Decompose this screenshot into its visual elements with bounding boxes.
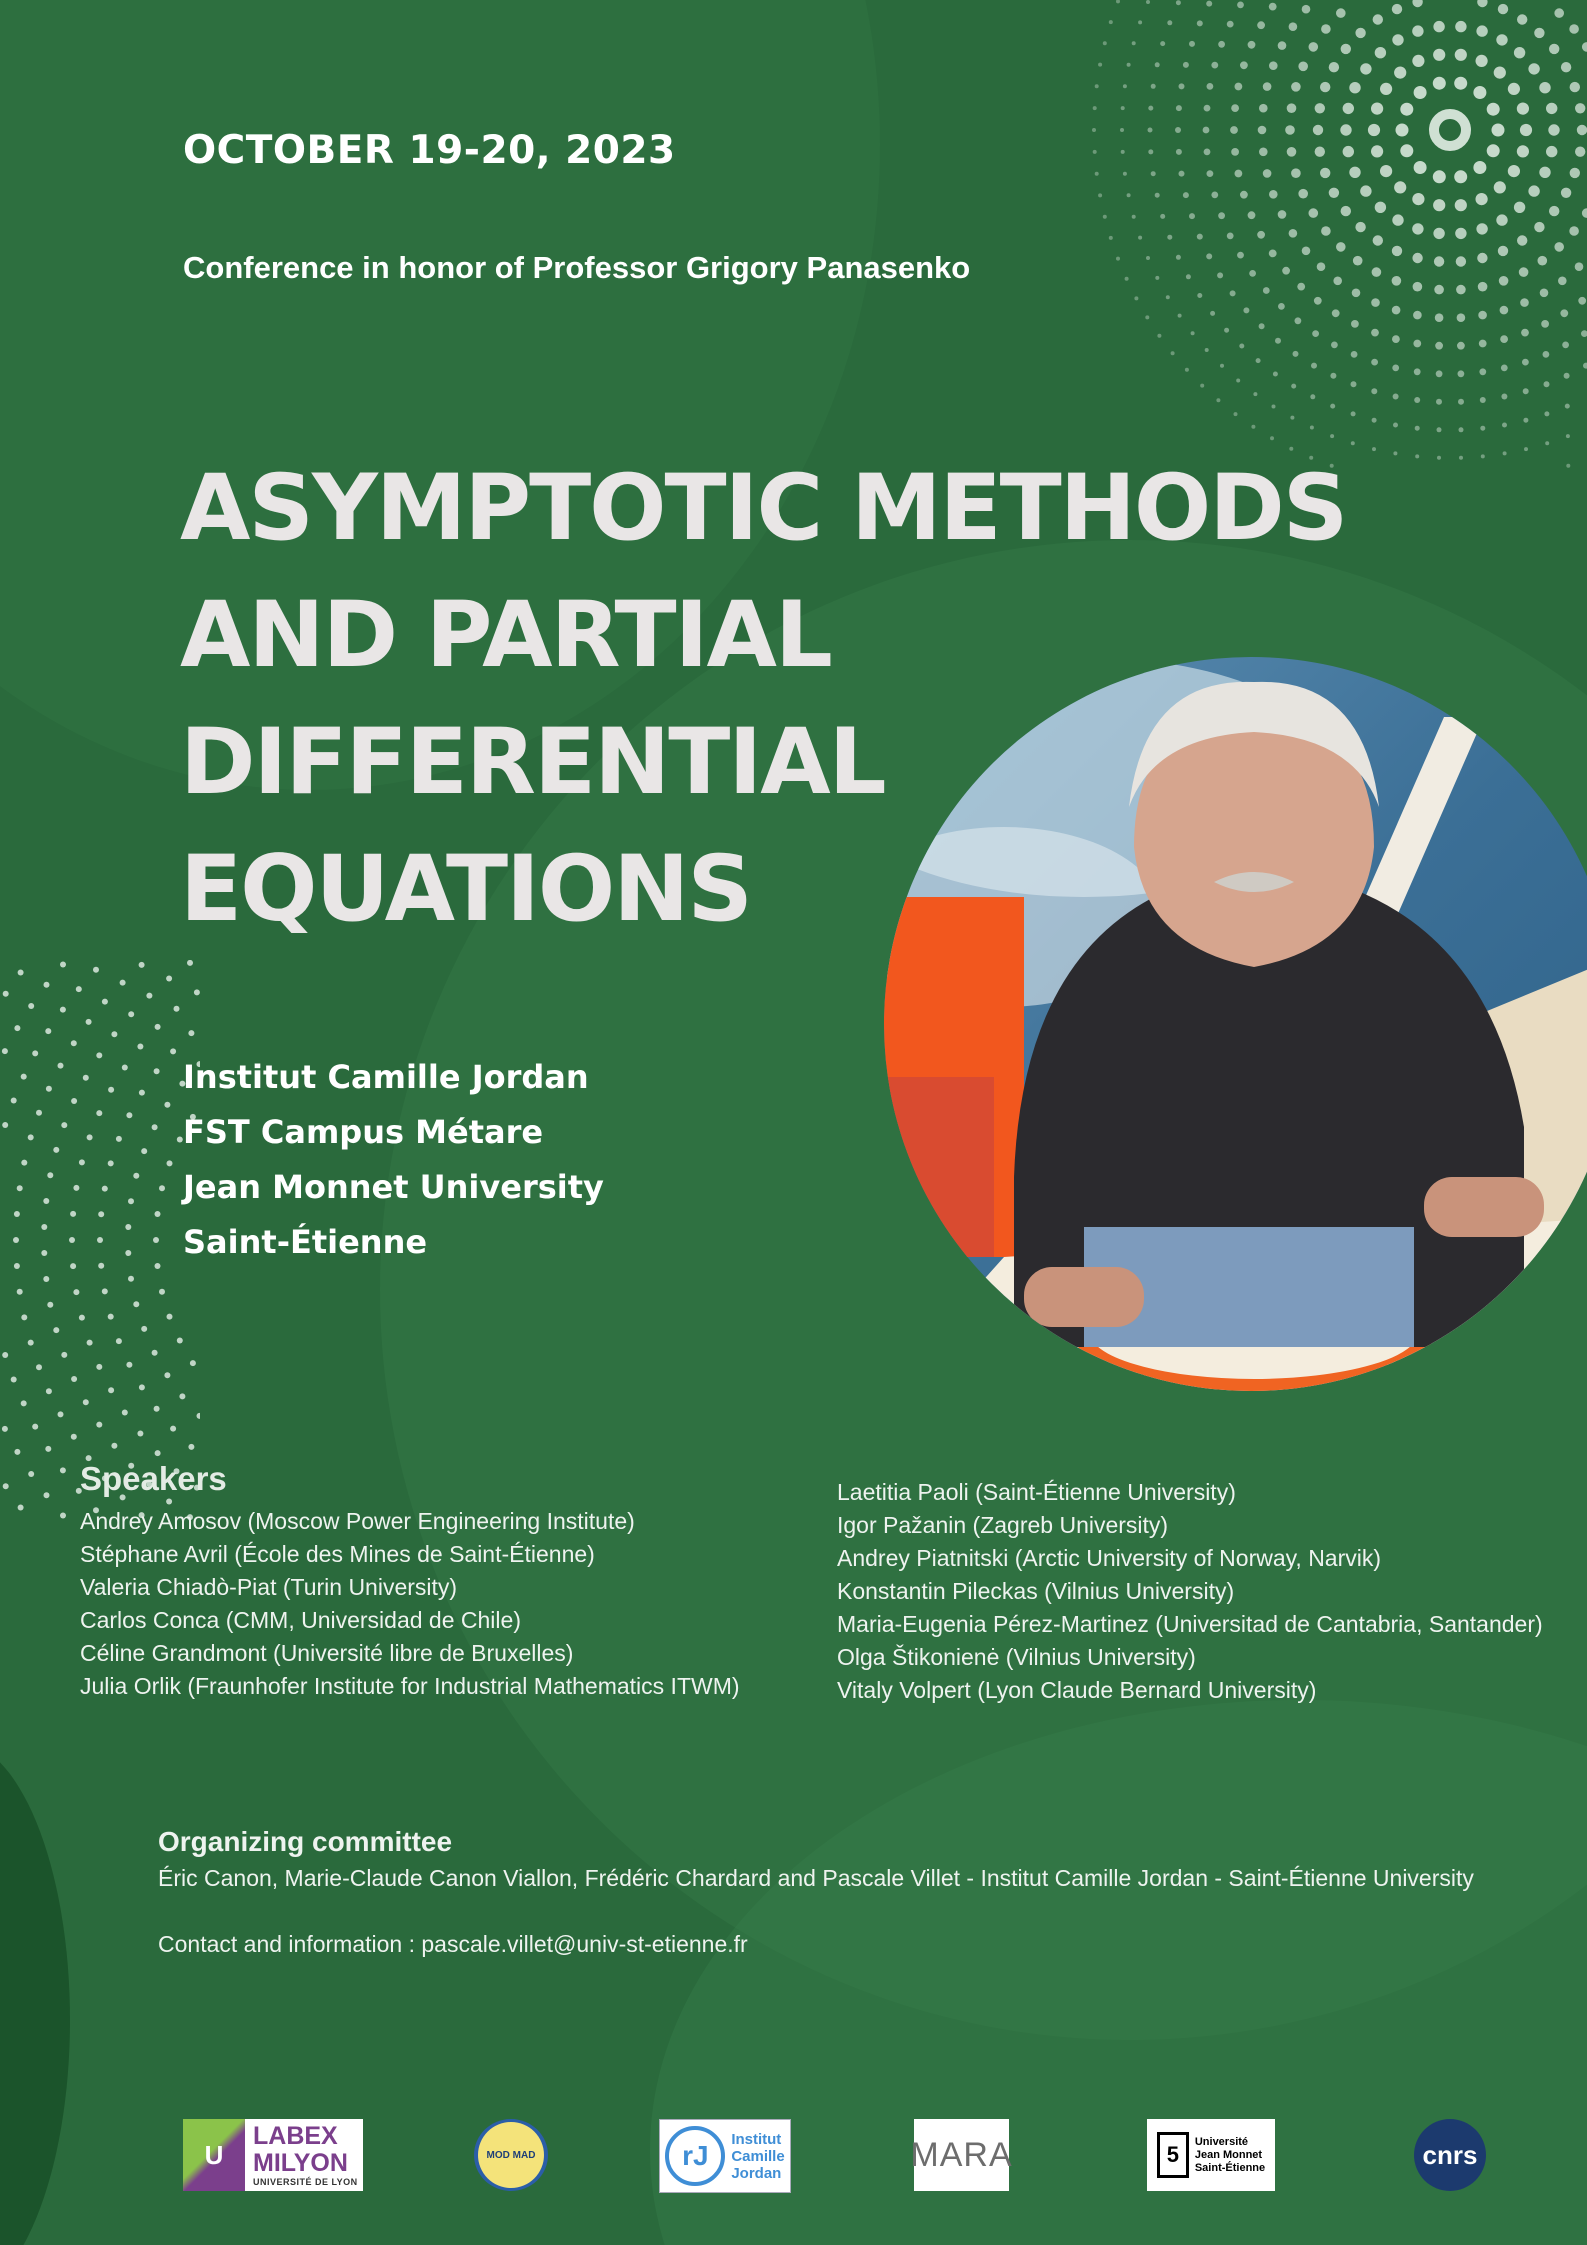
labex-emblem-icon: U	[183, 2119, 245, 2191]
organizing-committee-members: Éric Canon, Marie-Claude Canon Viallon, Frédéric Chardard and Pascale Villet - Institut Camille Jordan - Saint-Étienne University	[158, 1865, 1474, 1891]
venue-line: Saint-Étienne	[183, 1223, 428, 1261]
speaker-item: Stéphane Avril (École des Mines de Saint-Étienne)	[80, 1541, 595, 1567]
speakers-heading: Speakers	[80, 1460, 227, 1497]
labex-line: MILYON	[253, 2148, 348, 2177]
venue-line: FST Campus Métare	[183, 1113, 544, 1151]
background-circle	[0, 1740, 70, 2245]
speaker-item: Carlos Conca (CMM, Universidad de Chile)	[80, 1607, 521, 1633]
title-line: EQUATIONS	[180, 837, 751, 942]
conference-honor-subtitle: Conference in honor of Professor Grigory Panasenko	[183, 250, 971, 285]
speaker-item: Julia Orlik (Fraunhofer Institute for Industrial Mathematics ITWM)	[80, 1673, 740, 1699]
speakers-list-right	[837, 1476, 1543, 1707]
labex-milyon-logo	[183, 2119, 363, 2191]
icj-line: Jordan	[731, 2164, 782, 2182]
speaker-item: Céline Grandmont (Université libre de Bruxelles)	[80, 1640, 574, 1666]
title-line: ASYMPTOTIC METHODS	[180, 456, 1347, 561]
icj-wordmark	[731, 2131, 784, 2182]
icj-mark-icon: rJ	[665, 2126, 725, 2186]
mara-logo: MARA	[914, 2119, 1009, 2191]
ujm-line: Université	[1194, 2135, 1249, 2148]
venue-line: Jean Monnet University	[183, 1168, 604, 1206]
contact-information: Contact and information : pascale.villet@univ-st-etienne.fr	[158, 1931, 748, 1957]
title-line: AND PARTIAL	[180, 583, 831, 688]
ujm-wordmark	[1195, 2136, 1265, 2175]
speaker-item: Vitaly Volpert (Lyon Claude Bernard University)	[837, 1677, 1317, 1703]
speaker-item: Konstantin Pileckas (Vilnius University)	[837, 1578, 1235, 1604]
institut-camille-jordan-logo	[659, 2119, 791, 2193]
ujm-emblem-icon: 5	[1157, 2132, 1189, 2178]
speaker-item: Olga Štikonienė (Vilnius University)	[837, 1644, 1196, 1670]
ujm-line: Saint-Étienne	[1194, 2161, 1266, 2174]
conference-date: OCTOBER 19-20, 2023	[183, 128, 676, 173]
universite-jean-monnet-logo	[1147, 2119, 1275, 2191]
modmad-logo	[474, 2119, 548, 2191]
modmad-label: MOD MAD	[478, 2122, 544, 2188]
title-line: DIFFERENTIAL	[180, 710, 885, 815]
speaker-item: Andrey Amosov (Moscow Power Engineering Institute)	[80, 1508, 635, 1534]
labex-line: LABEX	[253, 2121, 338, 2150]
venue-line: Institut Camille Jordan	[183, 1058, 589, 1096]
dot-pattern-top-right	[1087, 0, 1587, 470]
ujm-line: Jean Monnet	[1194, 2148, 1263, 2161]
speakers-list-left	[80, 1505, 740, 1703]
dot-pattern-left	[0, 960, 200, 1520]
speaker-item: Maria-Eugenia Pérez-Martinez (Universitad de Cantabria, Santander)	[837, 1611, 1543, 1637]
speaker-item: Laetitia Paoli (Saint-Étienne University)	[837, 1479, 1236, 1505]
labex-subline: UNIVERSITÉ DE LYON	[253, 2176, 358, 2187]
speaker-item: Andrey Piatnitski (Arctic University of Norway, Narvik)	[837, 1545, 1382, 1571]
organizing-committee-heading: Organizing committee	[158, 1826, 453, 1857]
labex-wordmark	[245, 2123, 363, 2188]
speaker-item: Valeria Chiadò-Piat (Turin University)	[80, 1574, 458, 1600]
cnrs-logo: cnrs	[1414, 2119, 1486, 2191]
professor-portrait-photo	[884, 657, 1587, 1391]
speaker-item: Igor Pažanin (Zagreb University)	[837, 1512, 1169, 1538]
venue-block	[183, 1050, 604, 1270]
icj-line: Camille	[731, 2147, 785, 2165]
icj-line: Institut	[731, 2130, 782, 2148]
